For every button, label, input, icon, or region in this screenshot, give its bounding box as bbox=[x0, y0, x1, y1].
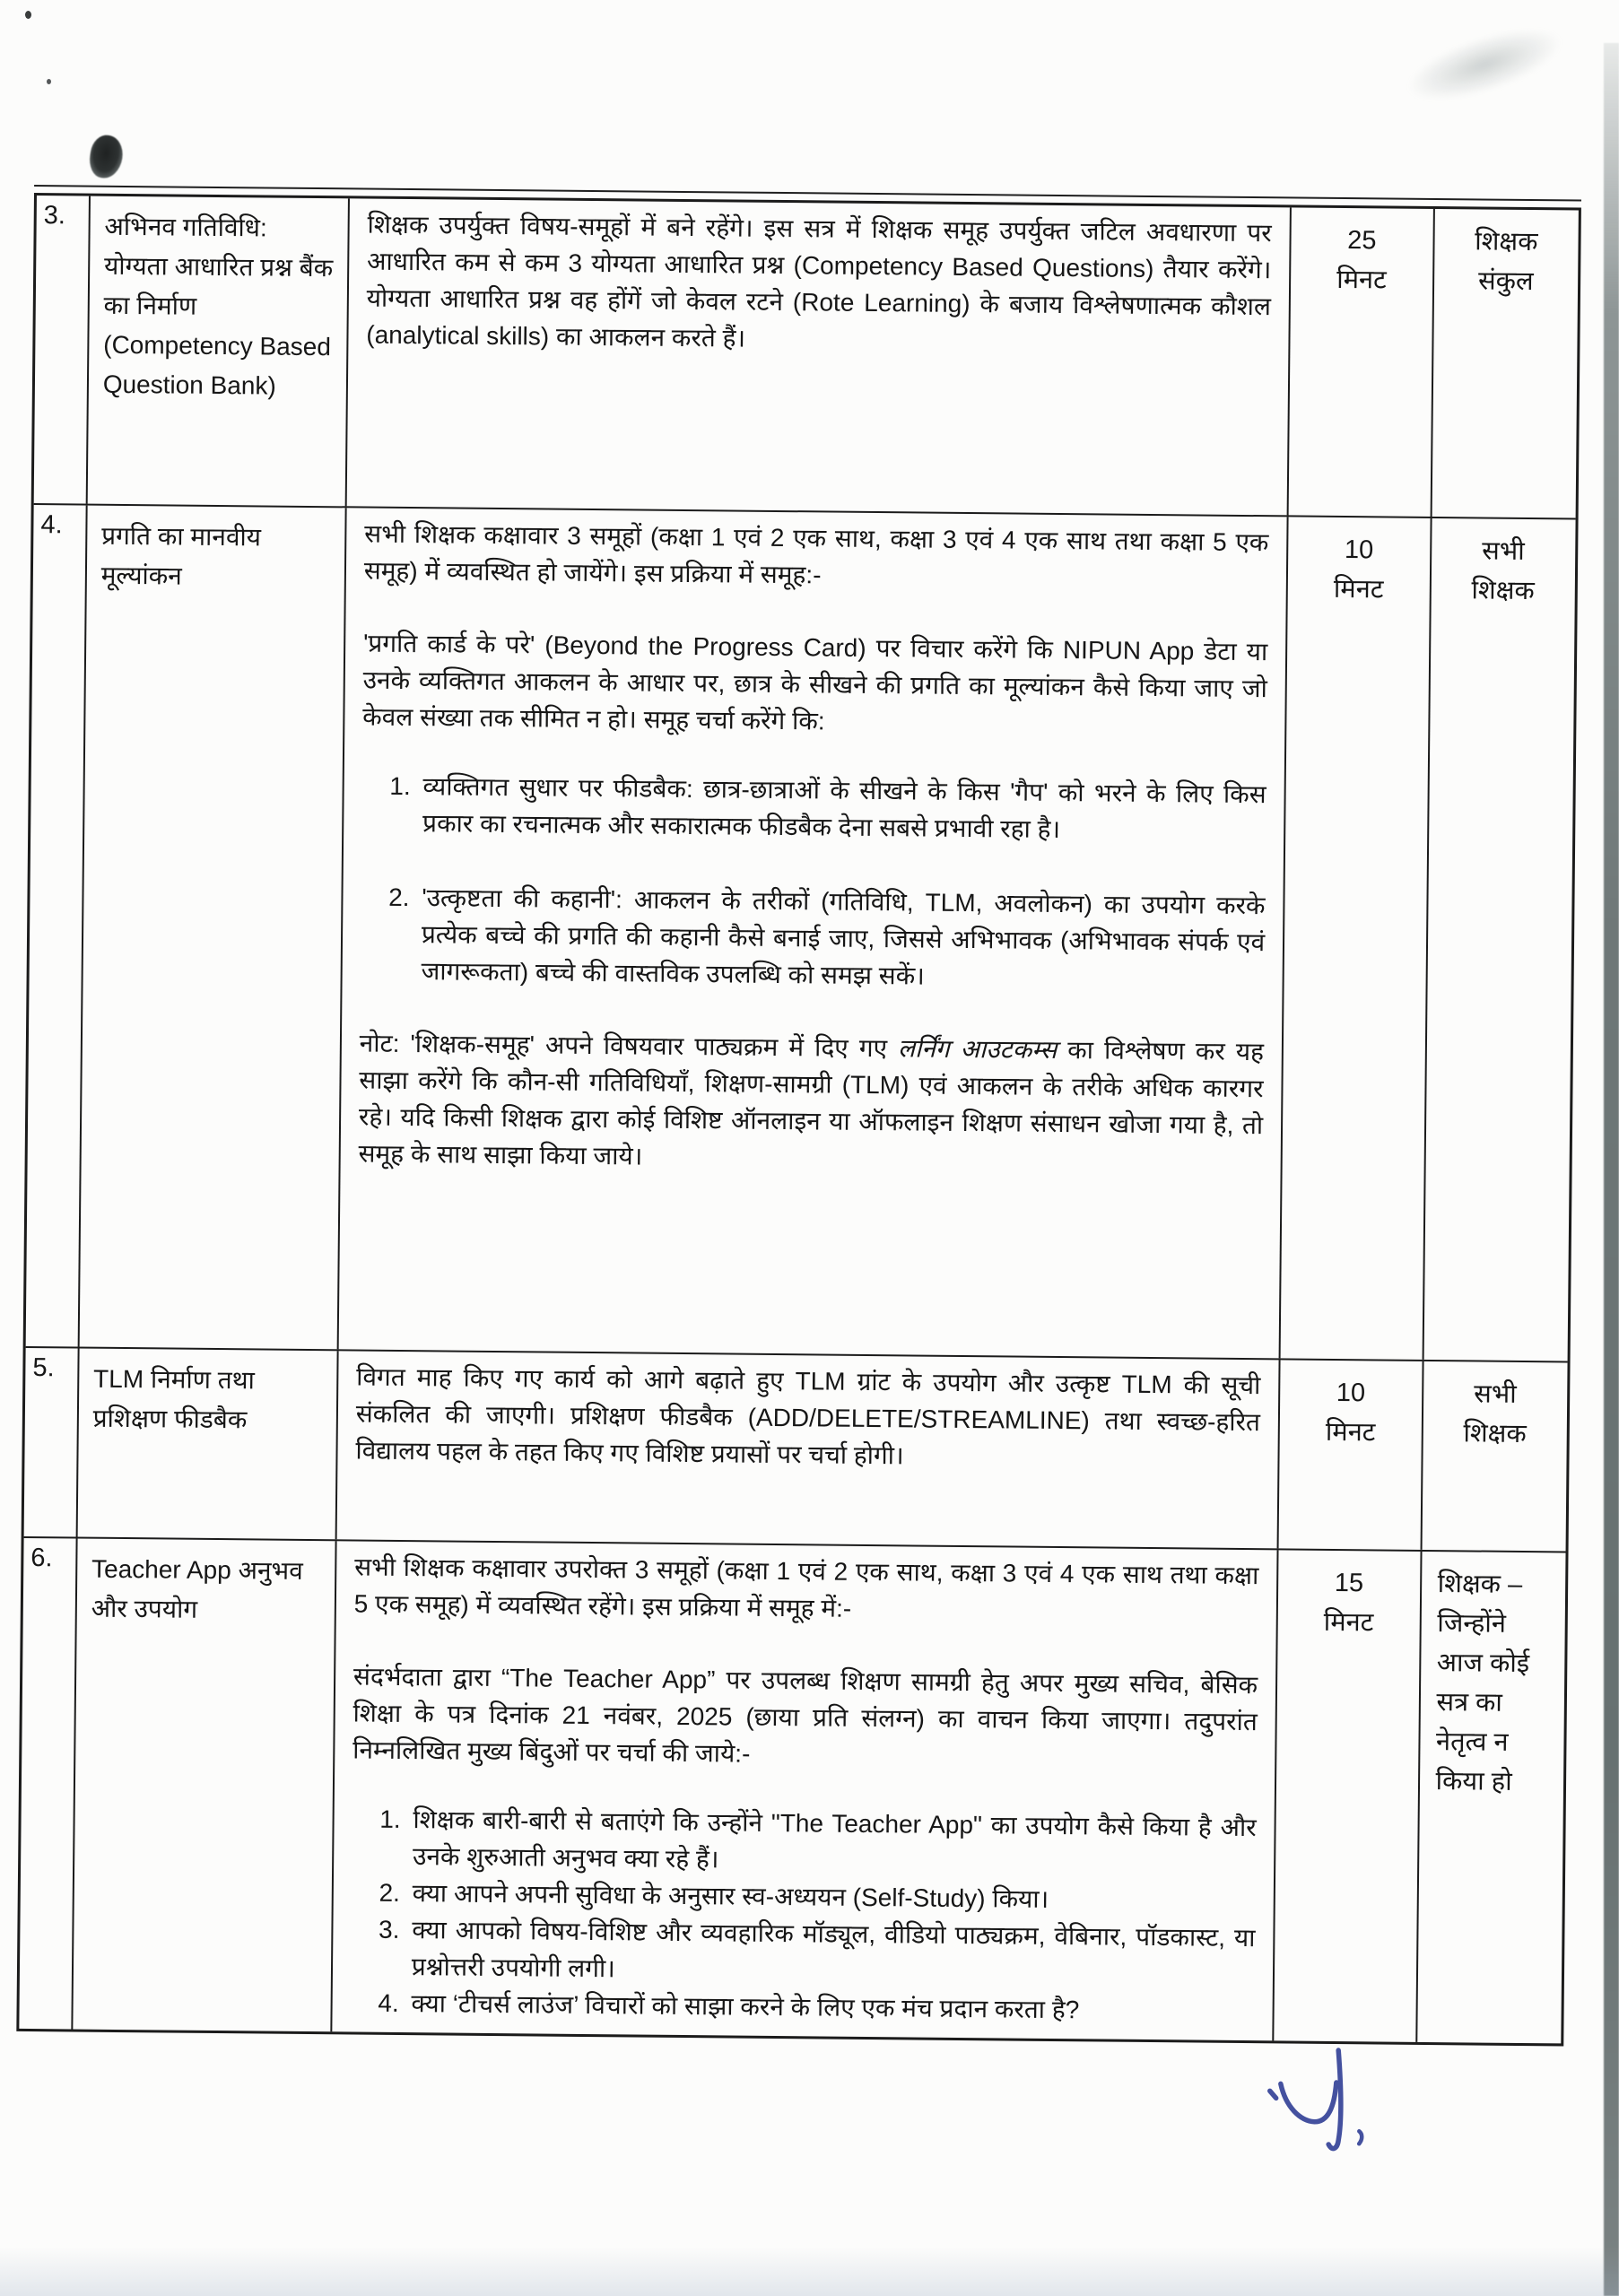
list-item: 2. 'उत्कृष्टता की कहानी': आकलन के तरीकों (गतिविधि, TLM, अवलोकन) का उपयोग करके प्रत्येक बच्चे की प्रगति की कहानी कैसे बनाई जाए, जिससे अभिभावक (अभिभावक संपर्क एवं जागरूकता) बच्चे की वास्तविक उपलब्धि को समझ सकें। bbox=[415, 879, 1265, 997]
description-cell bbox=[332, 1541, 1278, 2040]
description-paragraph: 'प्रगति कार्ड के परे' (Beyond the Progress Card) पर विचार करेंगे कि NIPUN App डेटा या उनके व्यक्तिगत आकलन के आधार पर, छात्र के सीखने की प्रगति का मूल्यांकन कैसे किया जाए जो केवल संख्या तक सीमित न हो। समूह चर्चा करेंगे कि: bbox=[362, 629, 1268, 735]
description-paragraph: विगत माह किए गए कार्य को आगे बढ़ाते हुए TLM ग्रांट के उपयोग और उत्कृष्ट TLM की सूची संकलित की जाएगी। प्रशिक्षण फीडबैक (ADD/DELETE/STREAMLINE) तथा स्वच्छ-हरित विद्यालय पहल के तहत किए गए विशिष्ट प्रयासों पर चर्चा होगी। bbox=[355, 1362, 1261, 1470]
table-row-4 bbox=[26, 505, 1576, 1362]
topic-cell bbox=[77, 1349, 338, 1540]
participants-cell: सभी शिक्षक bbox=[1471, 536, 1535, 606]
scan-bottom-shadow bbox=[0, 2247, 1619, 2296]
topic-text: Teacher App अनुभव और उपयोग bbox=[91, 1554, 303, 1623]
handwritten-tick-mark bbox=[1237, 2031, 1418, 2186]
row-number: 5. bbox=[32, 1353, 55, 1383]
discussion-points-list bbox=[350, 1800, 1257, 2030]
note-paragraph bbox=[358, 1025, 1264, 1181]
row-number: 6. bbox=[30, 1544, 53, 1573]
note-italic: लर्निंग आउटकम्स bbox=[897, 1034, 1058, 1064]
description-paragraph: सभी शिक्षक कक्षावार उपरोक्त 3 समूहों (कक्षा 1 एवं 2 एक साथ, कक्षा 3 एवं 4 एक साथ तथा कक्षा 5 एक समूह) में व्यवस्थित रहेंगे। इस प्रक्रिया में समूह में:- bbox=[353, 1552, 1259, 1622]
table-row-6 bbox=[19, 1538, 1565, 2043]
row-number-cell bbox=[26, 505, 88, 1347]
table-row-5 bbox=[24, 1348, 1568, 1552]
description-cell bbox=[336, 1351, 1280, 1548]
description-cell bbox=[347, 198, 1292, 515]
description-paragraph: शिक्षक उपर्युक्त विषय-समूहों में बने रहेंगे। इस सत्र में शिक्षक समूह उपर्युक्त जटिल अवधारणा पर आधारित कम से कम 3 योग्यता आधारित प्रश्न (Competency Based Questions) तैयार करेंगे। योग्यता आधारित प्रश्न वह होंगें जो केवल रटने (Rote Learning) के बजाय विश्लेषणात्मक कौशल (analytical skills) का आकलन करते हैं। bbox=[366, 210, 1272, 352]
topic-text: अभिनव गतिविधि: योग्यता आधारित प्रश्न बैंक का निर्माण (Competency Based Question Bank) bbox=[102, 212, 334, 400]
row-number-cell bbox=[19, 1538, 77, 2030]
duration-cell: 25 मिनट bbox=[1289, 207, 1435, 517]
topic-text: TLM निर्माण तथा प्रशिक्षण फीडबैक bbox=[92, 1364, 255, 1434]
note-suffix: का विश्लेषण कर यह साझा करेंगे कि कौन-सी गतिविधियाँ, शिक्षण-सामग्री (TLM) एवं आकलन के तरीके अधिक कारगर रहे। यदि किसी शिक्षक द्वारा कोई विशिष्ट ऑनलाइन या ऑफलाइन शिक्षण संसाधन खोजा गया है, तो समूह के साथ साझा किया जाये। bbox=[358, 1035, 1265, 1170]
duration-cell: 10 मिनट bbox=[1281, 517, 1432, 1359]
row-number-cell bbox=[24, 1348, 80, 1537]
session-schedule-table bbox=[16, 193, 1581, 2046]
row-number: 3. bbox=[43, 201, 66, 230]
topic-cell bbox=[88, 196, 350, 507]
row-number: 4. bbox=[40, 510, 63, 540]
duration-cell: 15 मिनट bbox=[1274, 1550, 1422, 2042]
participants-cell: शिक्षक – जिन्होंने आज कोई सत्र का नेतृत्व न किया हो bbox=[1435, 1570, 1530, 1796]
topic-cell bbox=[79, 506, 346, 1350]
topic-text: प्रगति का मानवीय मूल्यांकन bbox=[100, 521, 262, 590]
punch-hole-ink-blob bbox=[87, 133, 126, 180]
list-item: 1. व्यक्तिगत सुधार पर फीडबैक: छात्र-छात्राओं के सीखने के किस 'गैप' को भरने के लिए किस प्रकार का रचनात्मक और सकारात्मक फीडबैक देना सबसे प्रभावी रहा है। bbox=[417, 768, 1266, 849]
discussion-points-list bbox=[360, 768, 1266, 998]
note-prefix: नोट: 'शिक्षक-समूह' अपने विषयवार पाठ्यक्रम में दिए गए bbox=[359, 1029, 899, 1063]
duration-cell: 10 मिनट bbox=[1279, 1360, 1423, 1550]
list-item: 1. शिक्षक बारी-बारी से बताएंगे कि उन्होंने "The Teacher App" का उपयोग कैसे किया है और उनके शुरुआती अनुभव क्या रहे हैं। bbox=[407, 1801, 1257, 1883]
description-paragraph: संदर्भदाता द्वारा “The Teacher App” पर उपलब्ध शिक्षण सामग्री हेतु अपर मुख्य सचिव, बेसिक शिक्षा के पत्र दिनांक 21 नवंबर, 2025 (छाया प्रति संलग्न) का वाचन किया जाएगा। तदुपरांत निम्नलिखित मुख्य बिंदुओं पर चर्चा की जाये:- bbox=[353, 1662, 1258, 1768]
topic-cell bbox=[73, 1539, 336, 2032]
table-row-3 bbox=[34, 196, 1579, 519]
description-cell bbox=[338, 508, 1288, 1358]
list-item: 4. क्या ‘टीचर्स लाउंज’ विचारों को साझा करने के लिए एक मंच प्रदान करता है? bbox=[405, 1985, 1255, 2030]
list-item: 3. क्या आपको विषय-विशिष्ट और व्यवहारिक मॉड्यूल, वीडियो पाठ्यक्रम, वेबिनार, पॉडकास्ट, या प्रश्नोत्तरी उपयोगी लगी। bbox=[406, 1911, 1256, 1993]
participants-cell: शिक्षक संकुल bbox=[1475, 227, 1538, 297]
scan-edge-shadow bbox=[1604, 43, 1619, 2296]
description-paragraph: सभी शिक्षक कक्षावार 3 समूहों (कक्षा 1 एवं 2 एक साथ, कक्षा 3 एवं 4 एक साथ तथा कक्षा 5 एक समूह) में व्यवस्थित हो जायेंगे। इस प्रक्रिया में समूह:- bbox=[363, 519, 1269, 589]
participants-cell: सभी शिक्षक bbox=[1463, 1379, 1527, 1449]
list-item: 2. क्या आपने अपनी सुविधा के अनुसार स्व-अध्ययन (Self-Study) किया। bbox=[406, 1874, 1256, 1919]
row-number-cell bbox=[34, 196, 91, 504]
